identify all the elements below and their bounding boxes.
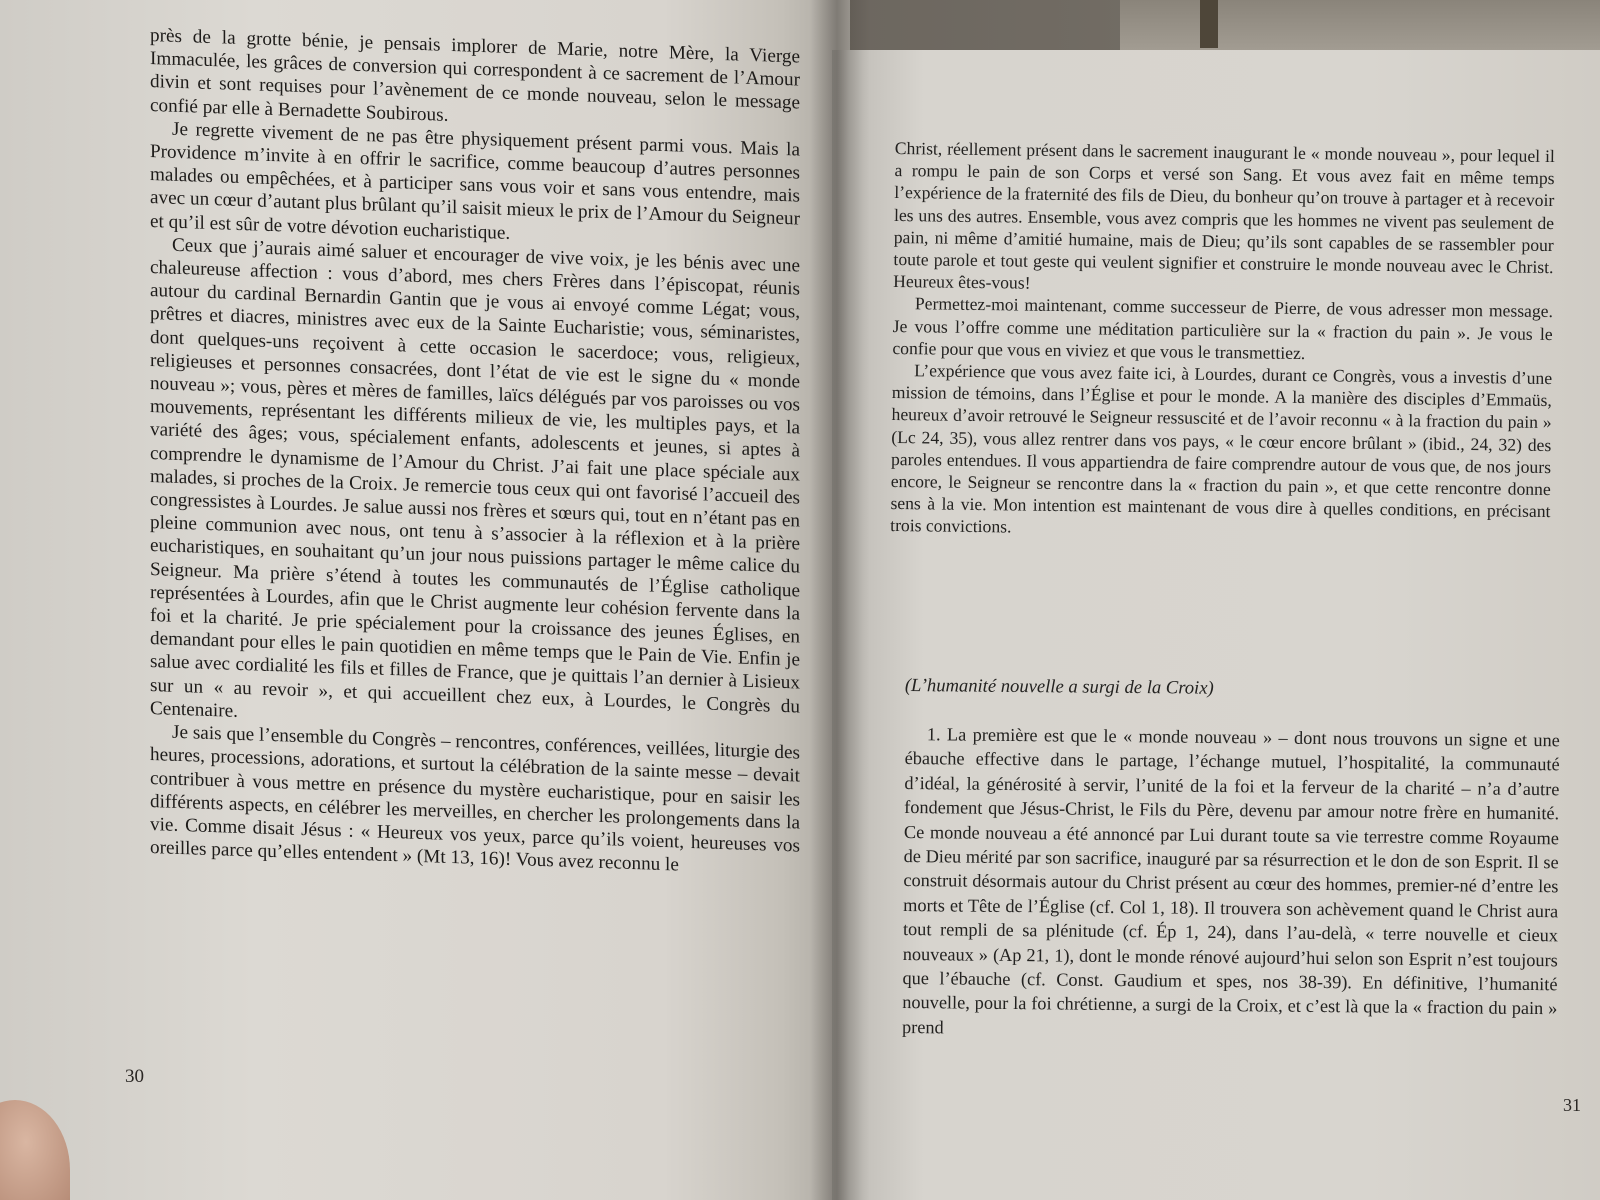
background-book-spine bbox=[1200, 0, 1218, 48]
book-gutter bbox=[810, 0, 870, 1200]
left-page-number: 30 bbox=[125, 1066, 144, 1087]
right-page-text bbox=[890, 137, 1555, 545]
right-paragraph: Permettez-moi maintenant, comme successeur de Pierre, de vous adresser mon message. Je vous l’offre comme une méditation particulière sur la « fraction du pain ». Je vous le confie pour que vous en viviez et que vous le transmettiez. bbox=[892, 293, 1554, 363]
background-book bbox=[1120, 0, 1600, 50]
left-paragraph: près de la grotte bénie, je pensais implorer de Marie, notre Mère, la Vierge Immaculée, les grâces de conversion qui correspondent à ce sacrement de l’Amour divin et sont requises pour l’avènement de ce monde nouveau, selon le message confié par elle à Bernadette Soubirous. bbox=[150, 25, 800, 126]
right-section-paragraph: 1. La première est que le « monde nouveau » – dont nous trouvons un signe et une ébauche effective dans le partage, l’échange mutuel, l’hospitalité, la communauté d’idéal, la générosité à servir, l’unité de la foi et la ferveur de la charité – n’a d’autre fondement que Jésus-Christ, le Fils du Père, devenu par amour notre frère en humanité. Ce monde nouveau a été annoncé par Lui durant toute sa vie terrestre comme Royaume de Dieu mérité par son sacrifice, inauguré par sa résurrection et le don de son Esprit. Il se construit désormais autour du Christ présent au cœur des hommes, premier-né d’entre les morts et Tête de l’Église (cf. Col 1, 18). Il trouvera son achèvement quand le Christ aura tout rempli de sa plénitude (cf. Ép 1, 24), dans l’au-delà, « terre nouvelle et cieux nouveaux » (Ap 21, 1), dont le monde rénové aujourd’hui selon son Esprit n’est toujours que l’ébauche (cf. Const. Gaudium et spes, nos 38-39). En définitive, l’humanité nouvelle, pour la foi chrétienne, a surgi de la Croix, et c’est là que la « fraction du pain » prend bbox=[901, 724, 1560, 1038]
right-paragraph: L’expérience que vous avez faite ici, à Lourdes, durant ce Congrès, vous a investis d’une mission de témoins, dans l’Église et pour le monde. A la manière des disciples d’Emmaüs, heureux d’avoir retrouvé le Seigneur ressuscité et de l’avoir reconnu « à la fraction du pain » (Lc 24, 35), vous allez rentrer dans vos pays, « le cœur encore brûlant » (ibid., 24, 32) des paroles entendues. Il vous appartiendra de faire comprendre autour de vous que, de nos jours encore, le Seigneur se rencontre dans la « fraction du pain », et que cette rencontre donne sens à la vie. Mon intention est maintenant de vous dire à quelles conditions, en précisant trois convictions. bbox=[890, 360, 1553, 537]
left-paragraph: Je sais que l’ensemble du Congrès – rencontres, conférences, veillées, liturgie des heures, processions, adorations, et surtout la célébration de la sainte messe – devait contribuer à vous mettre en présence du mystère eucharistique, pour en saisir les différents aspects, en célébrer les merveilles, en chercher les prolongements dans la vie. Comme disait Jésus : « Heureux vos yeux, parce qu’ils voient, heureuses vos oreilles parce qu’elles entendent » (Mt 13, 16)! Vous avez reconnu le bbox=[150, 721, 800, 876]
left-paragraph: Je regrette vivement de ne pas être physiquement présent parmi vous. Mais la Providence m’invite à en offrir le sacrifice, comme beaucoup d’autres personnes malades ou empêchées, et à participer sans vous voir et sans vous entendre, mais avec un cœur d’autant plus brûlant qu’il saisit mieux le prix de l’Amour du Seigneur et qu’il est sûr de votre dévotion eucharistique. bbox=[150, 118, 800, 244]
right-section-text bbox=[902, 722, 1560, 1046]
left-page-text bbox=[150, 24, 800, 881]
left-paragraph: Ceux que j’aurais aimé saluer et encourager de vive voix, je les bénis avec une chaleureuse affection : vous d’abord, mes chers Frères dans l’épiscopat, réunis autour du cardinal Bernardin Gantin que je vous ai envoyé comme Légat; vous, prêtres et diacres, ministres avec eux de la Sainte Eucharistie; vous, séminaristes, dont quelques-uns reçoivent à cette occasion le sacerdoce; vous, religieux, religieuses et personnes consacrées, dont l’état de vie est le signe du « monde nouveau »; vous, pères et mères de familles, laïcs délégués par vos paroisses ou vos mouvements, représentant les différents milieux de vie, les multiples pays, et la variété des âges; vous, spécialement enfants, adolescents et jeunes, si aptes à comprendre le dynamisme de l’Amour du Christ. J’ai fait une place spéciale aux malades, si proches de la Croix. Je remercie tous ceux qui ont favorisé l’accueil des congressistes à Lourdes. Je salue aussi nos frères et sœurs qui, tout en n’étant pas en pleine communion avec nous, ont tenu à s’associer à la réflexion et à la prière eucharistiques, en souhaitant qu’un jour nous puissions partager le même calice du Seigneur. Ma prière s’étend à toutes les communautés de l’Église catholique représentées à Lourdes, afin que le Christ augmente leur cohésion fervente dans la foi et la charité. Je prie spécialement pour la croissance des jeunes Églises, en demandant pour elles le pain quotidien en même temps que le Pain de Vie. Enfin je salue avec cordialité les fils et filles de France, que je quittais l’an dernier à Lisieux sur un « au revoir », et qui accueillent chez eux, à Lourdes, le Congrès du Centenaire. bbox=[150, 234, 800, 722]
section-heading: (L’humanité nouvelle a surgi de la Croix) bbox=[904, 675, 1214, 699]
right-paragraph: Christ, réellement présent dans le sacrement inaugurant le « monde nouveau », pour lequel il a rompu le pain de son Corps et versé son Sang. Et vous avez fait en même temps l’expérience de la fraternité des fils de Dieu, du bonheur qu’on trouve à partager et à recevoir les uns des autres. Ensemble, vous avez compris que les hommes ne vivent pas seulement de pain, ni même d’amitié humaine, mais de Dieu; qu’ils sont capables de se rassembler pour toute parole et tout geste qui veulent signifier et construire le monde nouveau avec le Christ. Heureux êtes-vous! bbox=[893, 137, 1555, 293]
right-page-number: 31 bbox=[1563, 1095, 1581, 1115]
